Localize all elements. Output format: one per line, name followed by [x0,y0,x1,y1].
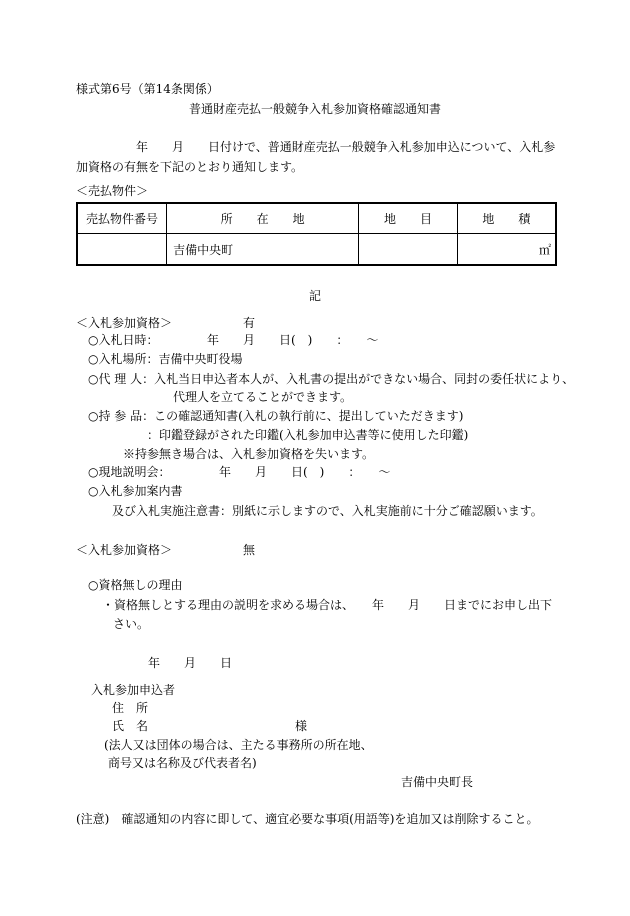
cell-land-area [457,234,556,266]
bring-note: ※持参無き場合は、入札参加資格を失います。 [123,447,375,461]
area-unit: ㎡ [538,242,551,257]
agent-line-2: 代理人を立てることができます。 [173,390,353,404]
cell-land-category [359,234,458,266]
reason-title: ○資格無しの理由 [88,578,183,592]
cell-property-number [77,234,167,266]
guide-line-2: 及び入札実施注意書：別紙に示しますので、入札実施前に十分ご確認願います。 [112,504,543,518]
not-qualified-heading: ＜入札参加資格＞ [76,543,173,557]
property-table [76,202,557,266]
table-row [77,234,556,266]
applicant-address: 住 所 [112,701,149,715]
guide-line-1: ○入札参加案内書 [88,484,183,498]
bring-line-2: ：印鑑登録がされた印鑑(入札参加申込書等に使用した印鑑) [147,428,469,442]
property-heading: ＜売払物件＞ [76,184,149,198]
agent-line-1: ○代 理 人：入札当日申込者本人が、入札書の提出ができない場合、同封の委任状により、 [88,372,575,386]
applicant-name: 氏 名 [112,719,149,733]
cell-location: 吉備中央町 [167,234,359,266]
form-number: 様式第6号（第14条関係） [76,82,219,96]
qualified-status: 有 [243,316,256,330]
header-land-area: 地 積 [457,203,556,234]
applicant-note-1: (法人又は団体の場合は、主たる事務所の所在地、 [104,738,373,752]
applicant-label: 入札参加申込者 [91,683,176,697]
intro-line-2: 加資格の有無を下記のとおり通知します。 [76,160,304,174]
intro-line-1: 年 月 日付けで、普通財産売払一般競争入札参加申込について、入札参 [136,140,556,154]
not-qualified-status: 無 [243,543,256,557]
bring-line-1: ○持 参 品：この確認通知書(入札の執行前に、提出していただきます) [88,409,464,423]
reason-line-2: さい。 [113,617,150,631]
ki-mark: 記 [309,289,322,303]
date-line: 年 月 日 [148,656,233,670]
applicant-note-2: 商号又は名称及び代表者名) [108,756,257,770]
reason-line-1: ・資格無しとする理由の説明を求める場合は、 年 月 日までにお申し出下 [102,598,553,612]
document-title: 普通財産売払一般競争入札参加資格確認通知書 [188,102,441,116]
applicant-sama: 様 [295,719,308,733]
briefing-value: 年 月 日( ) ： ～ [219,465,391,479]
qualified-heading: ＜入札参加資格＞ [76,316,173,330]
header-land-category: 地 目 [359,203,458,234]
footnote: (注意) 確認通知の内容に即して、適宜必要な事項(用語等)を追加又は削除すること。 [76,812,539,826]
bid-date-label: ○入札日時： [88,333,159,347]
issuer: 吉備中央町長 [401,775,474,789]
bid-date-value: 年 月 日( ) ： ～ [207,333,379,347]
briefing-label: ○現地説明会： [88,465,171,479]
header-location: 所 在 地 [167,203,359,234]
table-header-row [77,203,556,234]
bid-place: ○入札場所：吉備中央町役場 [88,352,243,366]
header-property-number: 売払物件番号 [77,203,167,234]
